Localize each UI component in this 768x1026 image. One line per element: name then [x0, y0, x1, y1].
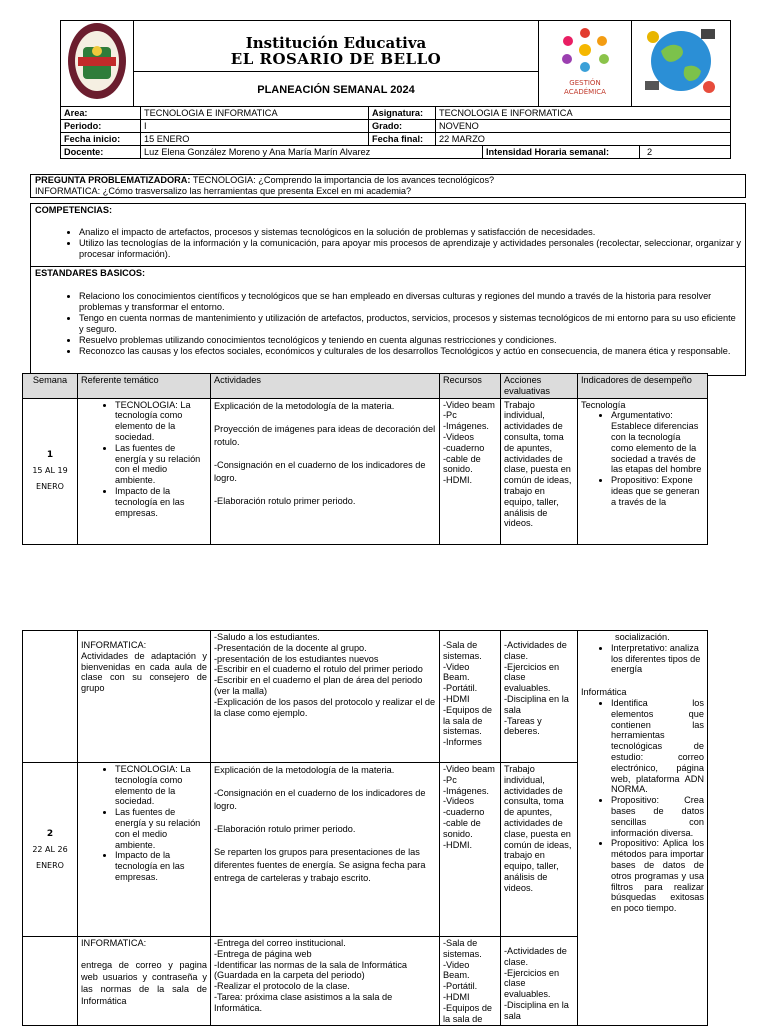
pregunta-line1 — [35, 175, 741, 186]
col-indicadores: Indicadores de desempeño — [578, 374, 708, 399]
indicador-item: • Propositivo: Expone ideas que se generan a través de la — [611, 475, 704, 507]
week2-cell — [23, 763, 78, 937]
plan-table-week1 — [22, 373, 708, 545]
fecha-inicio-label: Fecha inicio: — [61, 133, 141, 146]
actividad-item: -Elaboración rotulo primer periodo. — [214, 495, 356, 506]
fecha-inicio-value: 15 ENERO — [141, 133, 369, 146]
gestion-label: GESTIÓN — [569, 79, 601, 87]
week2-informatica-recursos: -Sala de sistemas. -Video Beam. -Portátil. -HDMI -Equipos de la sala de — [440, 937, 501, 1026]
informatica-acciones: -Actividades de clase. -Ejercicios en clase evaluables. -Disciplina en la sala -Tareas y deberes. — [501, 631, 578, 763]
competencia-item: • Utilizo las tecnologías de la información y la comunicación, para apoyar mis procesos de aprendizaje y actividades personales (recolectar, seleccionar, organizar y procesar información). — [79, 238, 741, 260]
asignatura-label: Asignatura: — [369, 107, 436, 120]
informatica-referente: INFORMATICA: Actividades de adaptación y bienvenidas en cada aula de clase con su consejero de grupo — [78, 631, 211, 763]
referente-item: • Impacto de la tecnología en las empresas. — [115, 486, 207, 518]
informatica-recursos: -Sala de sistemas. -Video Beam. -Portátil. -HDMI -Equipos de la sala de sistemas. -Informes — [440, 631, 501, 763]
gestion-academica-logo-icon — [552, 23, 618, 99]
week1-actividades — [211, 398, 440, 544]
periodo-value: I — [141, 120, 369, 133]
pregunta-informatica: INFORMATICA: ¿Cómo trasversalizo las herramientas que presenta Excel en mi academia? — [35, 186, 412, 196]
week1-number: 1 — [46, 450, 54, 461]
gestion-logo-cell — [539, 21, 632, 107]
referente-item: • TECNOLOGIA: La tecnología como elemento de la sociedad. — [115, 764, 207, 807]
grado-label: Grado: — [369, 120, 436, 133]
fecha-final-label: Fecha final: — [369, 133, 436, 146]
actividad-item: Se reparten los grupos para presentaciones de las diferentes fuentes de energía. Se asigna fecha para entrega de carteleras y trabajo escrito. — [214, 847, 426, 883]
tech-globe-icon — [639, 21, 723, 101]
institution-name-line1: Institución Educativa — [245, 33, 427, 52]
asignatura-value: TECNOLOGIA E INFORMATICA — [436, 107, 731, 120]
referente-item: • Las fuentes de energía y su relación con el medio ambiente. — [115, 807, 207, 850]
week2-informatica-acciones: -Actividades de clase. -Ejercicios en clase evaluables. -Disciplina en la sala — [501, 937, 578, 1026]
week2-actividades — [211, 763, 440, 937]
referente-item: • Impacto de la tecnología en las empresas. — [115, 850, 207, 882]
plan-title: PLANEACIÓN SEMANAL 2024 — [257, 83, 415, 96]
indicador-item: • Propositivo: Crea bases de datos sencillas con información diversa. — [611, 795, 704, 838]
header-table — [60, 20, 731, 107]
estandar-item: • Resuelvo problemas utilizando conocimientos tecnológicos y teniendo en cuenta algunas restricciones y condiciones. — [79, 335, 741, 346]
estandar-item: • Reconozco las causas y los efectos sociales, económicos y culturales de los desarrollos Tecnológicos y actúo en consecuencia, de manera ética y responsable. — [79, 346, 741, 357]
plan-table-page2 — [22, 630, 708, 1026]
intensidad-value: 2 — [640, 146, 731, 159]
info-table — [60, 106, 731, 159]
fecha-final-value: 22 MARZO — [436, 133, 731, 146]
actividad-item: -Consignación en el cuaderno de los indicadores de logro. — [214, 788, 426, 811]
competencia-item: • Analizo el impacto de artefactos, procesos y sistemas tecnológicos en la solución de problemas y satisfacción de necesidades. — [79, 227, 741, 238]
actividad-item: -Consignación en el cuaderno de los indicadores de logro. — [214, 459, 426, 483]
col-semana: Semana — [23, 374, 78, 399]
week1-month: ENERO — [36, 482, 64, 492]
page2-week1-cont-cell — [23, 631, 78, 763]
week1-referente — [78, 398, 211, 544]
actividad-item: Explicación de la metodología de la materia. — [214, 400, 395, 411]
institution-name-line2: EL ROSARIO DE BELLO — [230, 49, 442, 68]
periodo-label: Periodo: — [61, 120, 141, 133]
col-actividades: Actividades — [211, 374, 440, 399]
school-seal-icon — [66, 21, 128, 101]
docente-value: Luz Elena González Moreno y Ana María Marín Alvarez — [141, 146, 483, 159]
competencias-title: COMPETENCIAS: — [35, 205, 113, 215]
col-acciones: Acciones evaluativas — [501, 374, 578, 399]
estandar-item: • Tengo en cuenta normas de mantenimiento y utilización de artefactos, productos, servicios, procesos y sistemas tecnológicos de mi entorno para su uso eficiente y seguro. — [79, 313, 741, 335]
week1-indicadores — [578, 398, 708, 544]
title-cell — [134, 21, 539, 107]
informatica-actividades: -Saludo a los estudiantes. -Presentación de la docente al grupo. -presentación de los estudiantes nuevos -Escribir en el cuaderno el rotulo del primer periodo -Escribir en el cuaderno el plan de área del periodo (ver la malla) -Explicación de los pasos del protocolo y realizar el de la clase como ejemplo. — [211, 631, 440, 763]
school-seal-cell — [61, 21, 134, 107]
week2-acciones: Trabajo individual, actividades de consulta, toma de apuntes, actividades de clase, puesta en común de ideas, trabajo en equipo, taller, análisis de videos. — [501, 763, 578, 937]
week2-number: 2 — [46, 828, 54, 839]
intensidad-label: Intensidad Horaria semanal: — [483, 146, 640, 159]
col-recursos: Recursos — [440, 374, 501, 399]
area-value: TECNOLOGIA E INFORMATICA — [141, 107, 369, 120]
page2-indicadores — [578, 631, 708, 1026]
week2-month: ENERO — [36, 860, 64, 870]
col-referente: Referente temático — [78, 374, 211, 399]
estandares-box — [30, 266, 746, 376]
pregunta-label: PREGUNTA PROBLEMATIZADORA: — [35, 175, 191, 185]
indicador-informatica-title: Informática — [581, 687, 627, 698]
indicador-item: • Propositivo: Aplica los métodos para importar bases de datos de otros programas y usa filtros para realizar búsquedas exitosas en poco tiempo. — [611, 838, 704, 914]
indicador-item: • Identifica los elementos que contienen las herramientas tecnológicas de estudio: correo electrónico, página web, plataforma ADN NORMA. — [611, 698, 704, 795]
week1-recursos: -Video beam -Pc -Imágenes. -Videos -cuaderno -cable de sonido. -HDMI. — [440, 398, 501, 544]
actividad-item: -Elaboración rotulo primer periodo. — [214, 824, 356, 834]
actividad-item: Explicación de la metodología de la materia. — [214, 765, 395, 775]
week1-acciones: Trabajo individual, actividades de consulta, toma de apuntes, actividades de clase, puesta en común de ideas, trabajo en equipo, taller, análisis de videos. — [501, 398, 578, 544]
estandar-item: • Relaciono los conocimientos científicos y tecnológicos que se han empleado en diversas culturas y regiones del mundo a través de la historia para resolver problemas y transformar el entorno. — [79, 291, 741, 313]
indicador-cont: socialización. — [615, 632, 670, 642]
competencias-box — [30, 203, 746, 267]
week2-informatica-referente — [78, 937, 211, 1026]
referente-item: • Las fuentes de energía y su relación con el medio ambiente. — [115, 443, 207, 486]
week1-dates: 15 AL 19 — [32, 466, 68, 476]
week2-recursos: -Video beam -Pc -Imágenes. -Videos -cuaderno -cable de sonido. -HDMI. — [440, 763, 501, 937]
week2-informatica-title: INFORMATICA: — [81, 938, 147, 948]
week2-informatica-actividades: -Entrega del correo institucional. -Entrega de página web -Identificar las normas de la sala de Informática (Guardada en la carpeta del periodo) -Realizar el protocolo de la clase. -Tarea: próxima clase asistimos a la sala de Informática. — [211, 937, 440, 1026]
week1-cell — [23, 398, 78, 544]
actividad-item: Proyección de imágenes para ideas de decoración del rotulo. — [214, 423, 436, 447]
estandares-title: ESTANDARES BASICOS: — [35, 268, 146, 278]
docente-label: Docente: — [61, 146, 141, 159]
indicador-tecnologia-title: Tecnología — [581, 399, 626, 410]
pregunta-tecnologia: TECNOLOGIA: ¿Comprendo la importancia de los avances tecnológicos? — [190, 175, 495, 185]
week2-informatica-text: entrega de correo y pagina web usuarios y contraseña y las normas de la sala de Informática — [81, 959, 207, 1006]
indicador-item: • Interpretativo: analiza los diferentes tipos de energía — [611, 643, 704, 675]
indicador-item: • Argumentativo: Establece diferencias con la tecnología como elemento de la sociedad a través de las etapas del hombre — [611, 410, 704, 475]
competencias-list — [35, 227, 741, 260]
grado-value: NOVENO — [436, 120, 731, 133]
estandares-list — [35, 291, 741, 357]
page2-week2-cont-cell — [23, 937, 78, 1026]
referente-item: • TECNOLOGIA: La tecnología como elemento de la sociedad. — [115, 400, 207, 443]
week2-dates: 22 AL 26 — [32, 844, 68, 854]
week2-referente — [78, 763, 211, 937]
pregunta-box — [30, 174, 746, 198]
globe-logo-cell — [632, 21, 731, 107]
academica-label: ACADÉMICA — [564, 88, 606, 96]
area-label: Area: — [61, 107, 141, 120]
